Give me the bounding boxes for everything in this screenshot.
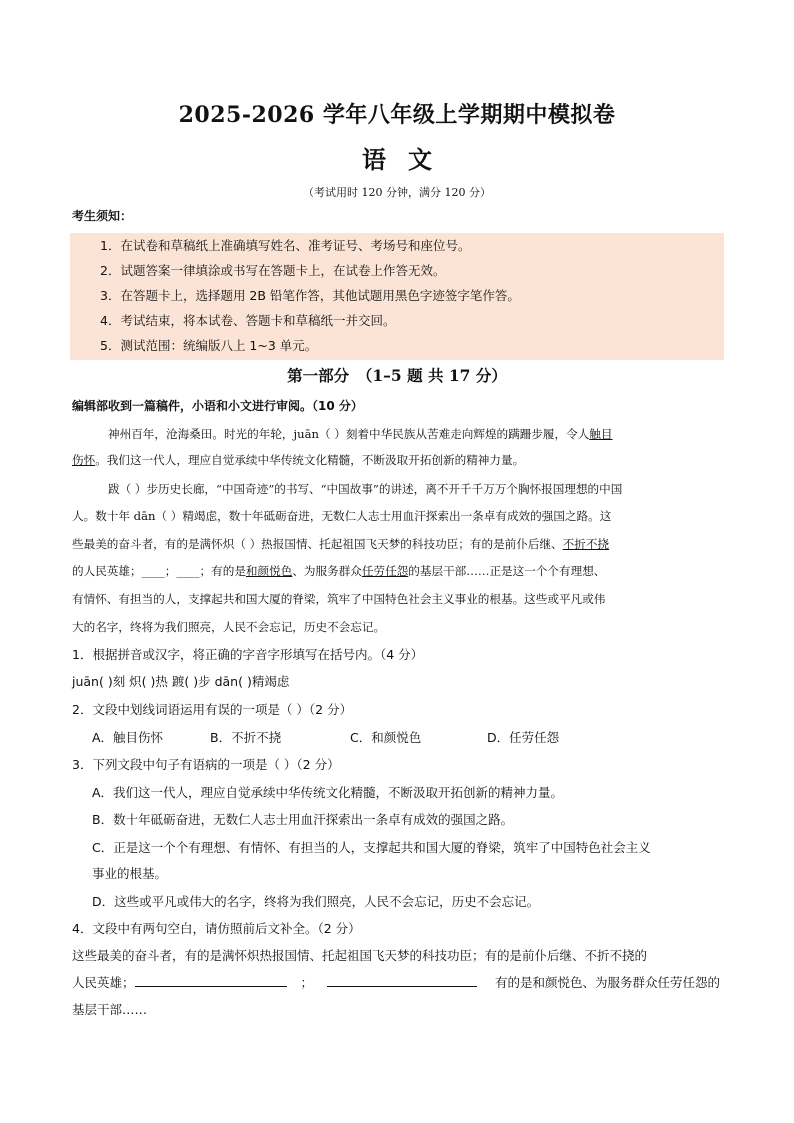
page-title: 2025-2026 学年八年级上学期期中模拟卷 — [178, 102, 616, 128]
notice-item: 4．考试结束，将本试卷、答题卡和草稿纸一并交回。 — [100, 313, 396, 328]
q4-text: 人民英雄； — [72, 975, 135, 990]
q2-option-c[interactable]: C．和颜悦色 — [350, 730, 422, 745]
q3-option-c[interactable]: C．正是这一个个有理想、有情怀、有担当的人，支撑起共和国大厦的脊梁，筑牢了中国特色社会主义 — [92, 840, 651, 855]
section-intro: 编辑部收到一篇稿件，小语和小文进行审阅。（10 分） — [72, 399, 363, 413]
time-info: （考试用时 120 分钟，满分 120 分） — [303, 186, 491, 199]
notice-item: 1．在试卷和草稿纸上准确填写姓名、准考证号、考场号和座位号。 — [100, 238, 471, 253]
underlined-word: 伤怀 — [72, 453, 96, 467]
notice-item: 5．测试范围：统编版八上 1~3 单元。 — [100, 338, 318, 353]
question-4: 4．文段中有两句空白，请仿照前后文补全。（2 分） — [72, 921, 361, 936]
q4-separator: ； — [300, 975, 314, 990]
passage-line: 有情怀、有担当的人，支撑起共和国大厦的脊梁，筑牢了中国特色社会主义事业的根基。这些或平凡或伟 — [72, 592, 606, 606]
passage-line — [72, 536, 609, 552]
part-title: 第一部分 （1–5 题 共 17 分） — [287, 366, 507, 385]
notice-heading: 考生须知： — [72, 209, 133, 223]
passage-text: 些最美的奋斗者，有的是满怀炽（ ）热报国情、托起祖国飞天梦的科技功臣；有的是前仆后继、 — [72, 537, 563, 551]
passage-line: 人。数十年 dān（ ）精竭虑，数十年砥砺奋进，无数仁人志士用血汗探索出一条卓有成效的强国之路。这 — [72, 509, 612, 523]
q3-option-a[interactable]: A．我们这一代人，理应自觉承续中华传统文化精髓，不断汲取开拓创新的精神力量。 — [92, 785, 564, 800]
q2-option-a[interactable]: A．触目伤怀 — [92, 730, 164, 745]
underlined-word: 触目 — [589, 427, 613, 441]
passage-text: 的基层干部……正是这一个个有理想、 — [408, 564, 606, 578]
q3-option-b[interactable]: B．数十年砥砺奋进，无数仁人志士用血汗探索出一条卓有成效的强国之路。 — [92, 812, 514, 827]
notice-item: 2．试题答案一律填涂或书写在答题卡上，在试卷上作答无效。 — [100, 263, 446, 278]
underlined-word: 不折不挠 — [562, 537, 610, 551]
passage-text: 神州百年，沧海桑田。时光的年轮，juān（ ）刻着中华民族从苦难走向辉煌的蹒跚步履，令人 — [108, 427, 590, 441]
passage-text: 、为服务群众 — [292, 564, 362, 578]
q4-line — [72, 973, 720, 991]
passage-line: 大的名字，终将为我们照亮，人民不会忘记，历史不会忘记。 — [72, 620, 386, 634]
question-3: 3．下列文段中句子有语病的一项是（ ）（2 分） — [72, 757, 340, 772]
underlined-word: 任劳任怨 — [361, 564, 409, 578]
passage-text: 的人民英雄；____；____；有的是 — [72, 564, 246, 578]
q2-option-d[interactable]: D．任劳任怨 — [487, 730, 560, 745]
q3-option-c-cont: 事业的根基。 — [92, 866, 168, 881]
subject-title — [0, 140, 794, 175]
question-1: 1．根据拼音或汉字，将正确的字音字形填写在括号内。（4 分） — [72, 647, 424, 662]
underlined-word: 和颜悦色 — [245, 564, 293, 578]
q4-text: 有的是和颜悦色、为服务群众任劳任怨的 — [495, 975, 721, 990]
passage-text: 。我们这一代人，理应自觉承续中华传统文化精髓，不断汲取开拓创新的精神力量。 — [95, 453, 525, 467]
passage-line — [72, 563, 605, 579]
question-1-answer-line[interactable]: juān( )刻 炽( )热 踱( )步 dān( )精竭虑 — [72, 674, 290, 689]
q4-line: 这些最美的奋斗者，有的是满怀炽热报国情、托起祖国飞天梦的科技功臣；有的是前仆后继、不折不挠的 — [72, 948, 648, 963]
answer-blank[interactable] — [135, 974, 287, 987]
passage-line: 跋（ ）步历史长廊，“中国奇迹”的书写、“中国故事”的讲述，离不开千千万万个胸怀报国理想的中国 — [108, 482, 623, 496]
answer-blank[interactable] — [327, 974, 477, 987]
q2-option-b[interactable]: B．不折不挠 — [210, 730, 282, 745]
q4-line: 基层干部…… — [72, 1002, 148, 1017]
subject-text: 语文 — [362, 145, 454, 174]
passage-line — [108, 426, 613, 442]
notice-item: 3．在答题卡上，选择题用 2B 铅笔作答，其他试题用黑色字迹签字笔作答。 — [100, 288, 520, 303]
question-2: 2．文段中划线词语运用有误的一项是（ ）（2 分） — [72, 702, 353, 717]
q3-option-d[interactable]: D．这些或平凡或伟大的名字，终将为我们照亮，人民不会忘记，历史不会忘记。 — [92, 894, 540, 909]
passage-line — [72, 452, 524, 468]
